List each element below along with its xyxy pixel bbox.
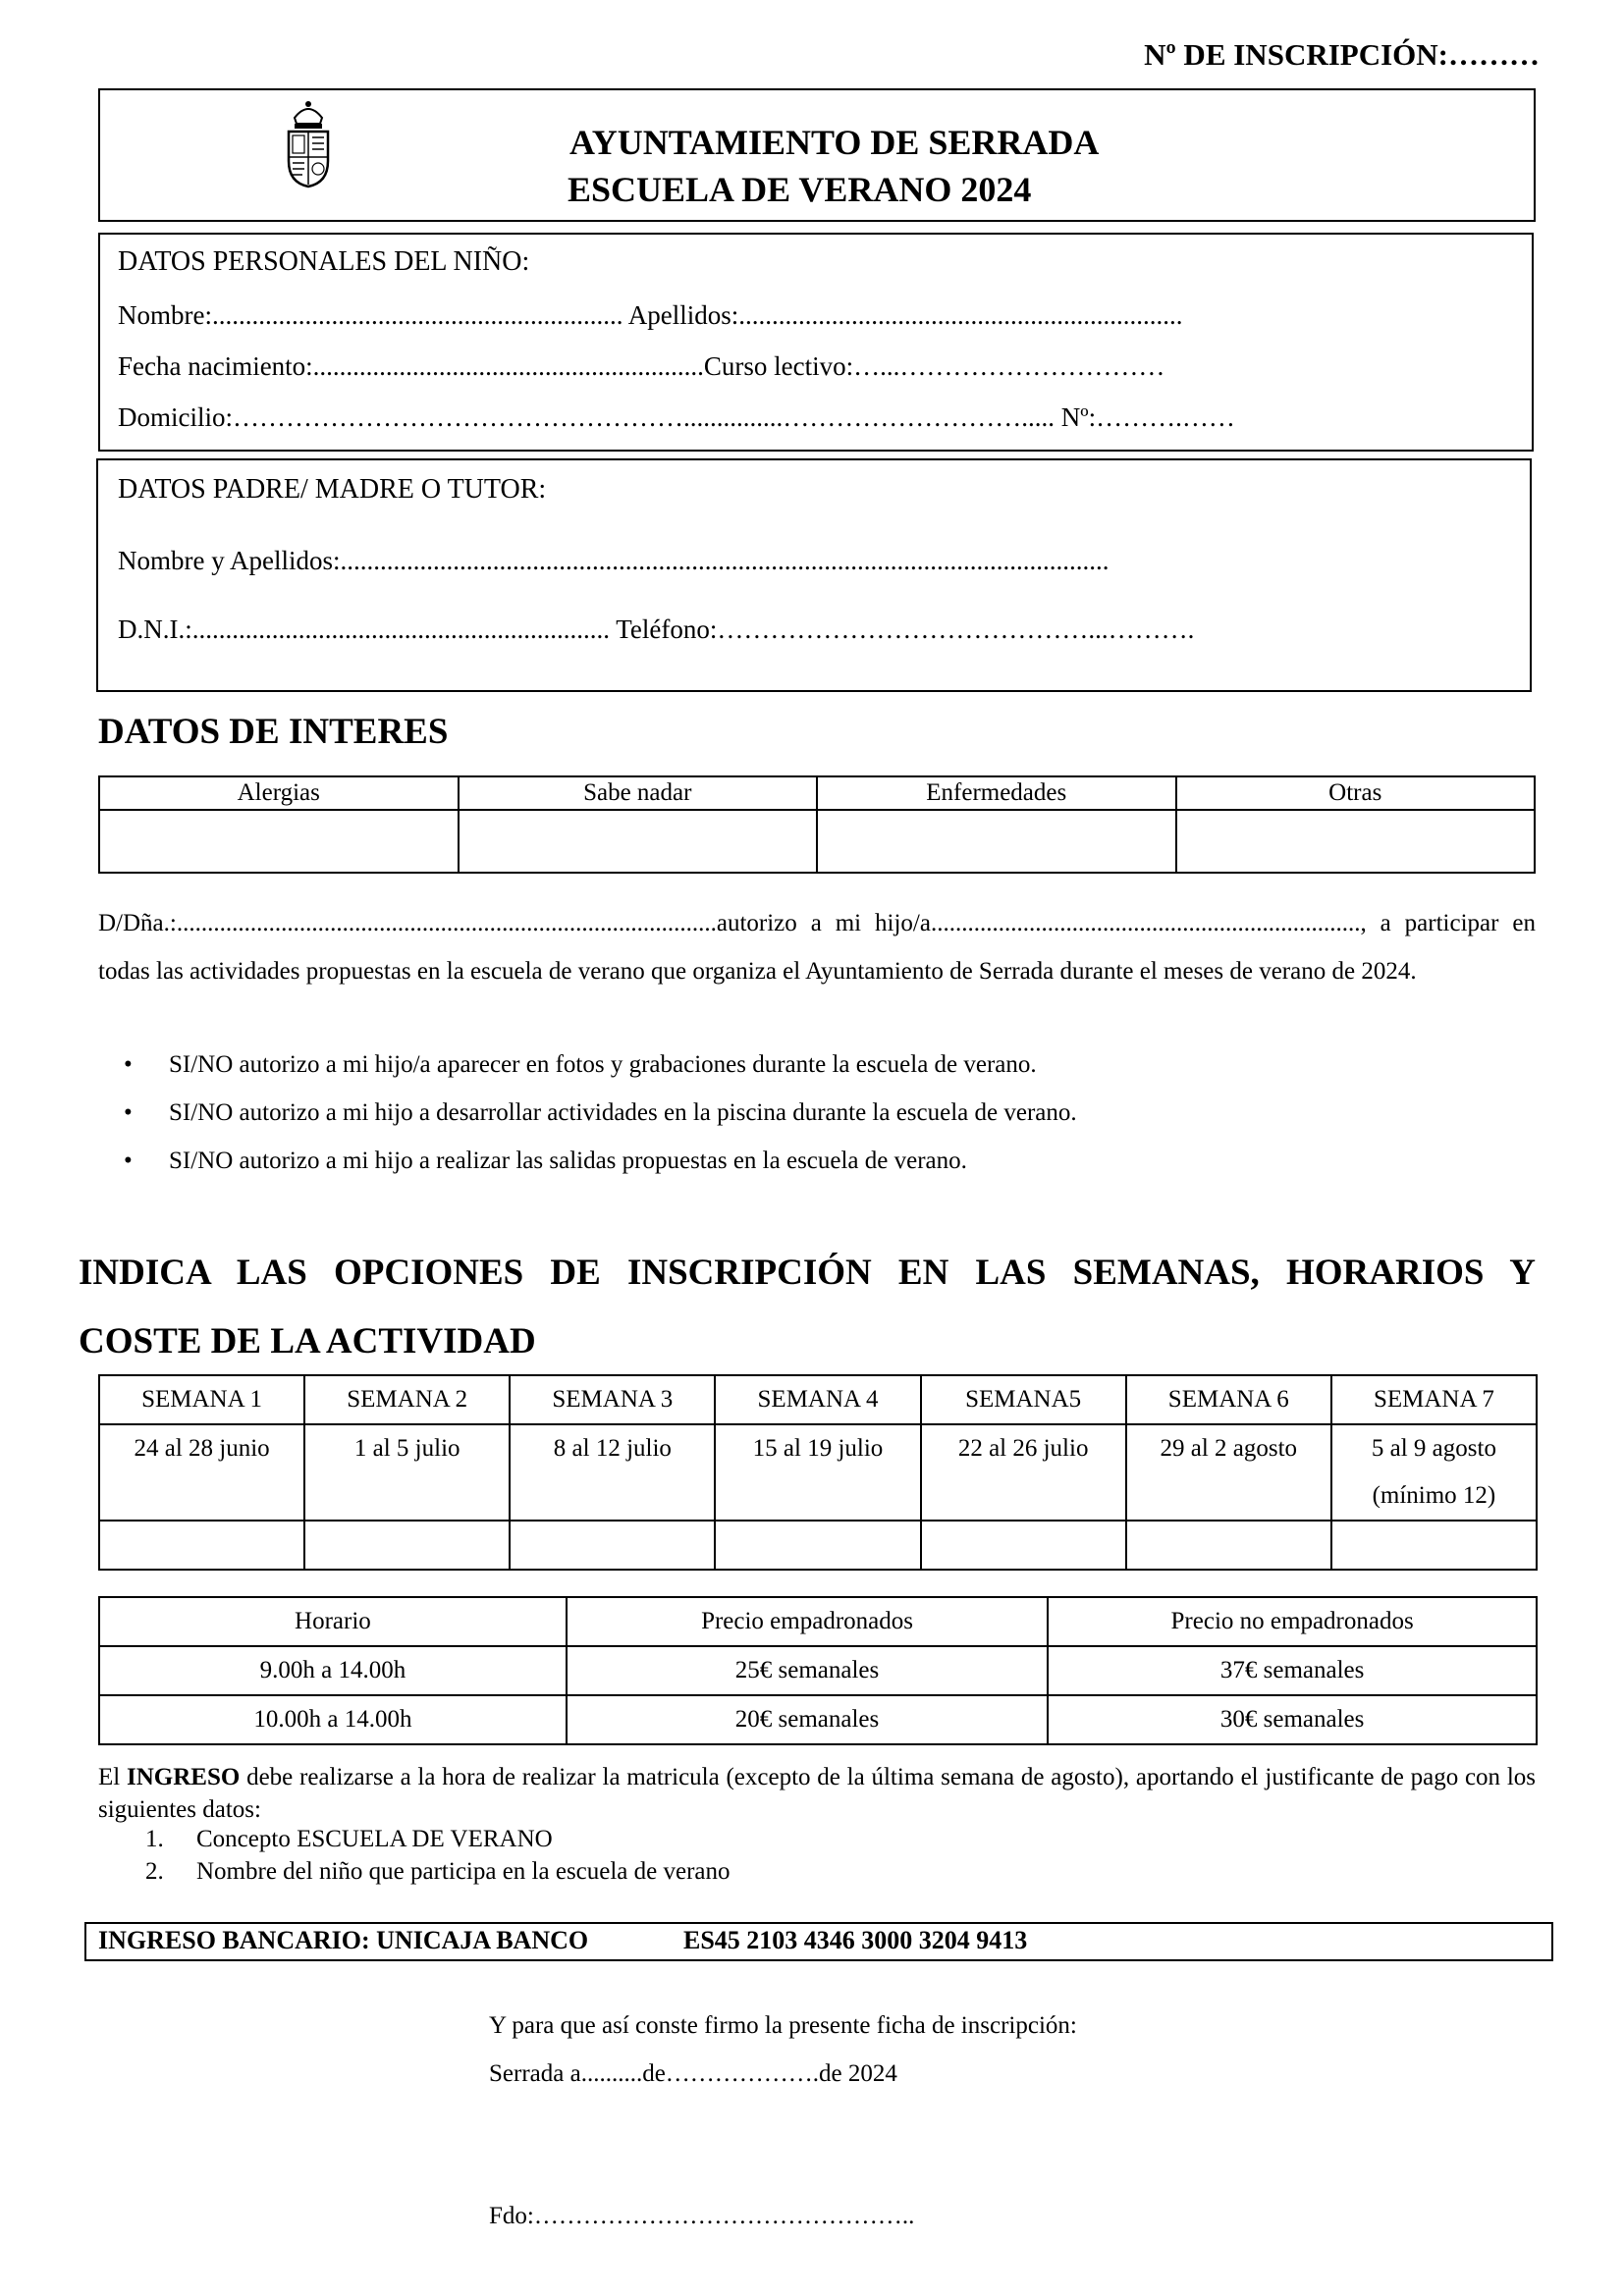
- payment-item-num: 1.: [145, 1826, 164, 1852]
- interest-title: DATOS DE INTERES: [98, 712, 449, 752]
- interest-header: Sabe nadar: [459, 776, 818, 810]
- header-title: AYUNTAMIENTO DE SERRADA: [569, 123, 1100, 162]
- parent-dni-phone-field[interactable]: D.N.I.:............................................................... Teléfono:……………………………………...……….: [118, 614, 1195, 644]
- week-dates: 24 al 28 junio: [99, 1424, 304, 1521]
- payment-item-num: 2.: [145, 1858, 164, 1885]
- week-select-cell[interactable]: [715, 1521, 920, 1570]
- week-select-cell[interactable]: [1331, 1521, 1537, 1570]
- week-header: SEMANA 3: [510, 1375, 715, 1424]
- payment-item-text: Concepto ESCUELA DE VERANO: [196, 1826, 553, 1852]
- bank-label: INGRESO BANCARIO: UNICAJA BANCO: [98, 1926, 589, 1954]
- payment-prefix: El: [98, 1764, 127, 1790]
- child-birth-course-field[interactable]: Fecha nacimiento:...........................................................Curso lectivo:…...…………………………: [118, 351, 1165, 381]
- bullet-item: [124, 1099, 1077, 1127]
- schedule-table: [98, 1596, 1538, 1745]
- payment-item-text: Nombre del niño que participa en la escuela de verano: [196, 1858, 731, 1885]
- payment-keyword: INGRESO: [127, 1764, 241, 1790]
- schedule-cell: 20€ semanales: [567, 1695, 1048, 1744]
- child-name-field[interactable]: Nombre:.............................................................. Apellidos:...................................................................: [118, 300, 1183, 330]
- week-7-note: (mínimo 12): [1372, 1482, 1496, 1509]
- week-dates: 8 al 12 julio: [510, 1424, 715, 1521]
- payment-instructions: [98, 1761, 1536, 1826]
- week-select-cell[interactable]: [921, 1521, 1126, 1570]
- interest-header: Otras: [1176, 776, 1536, 810]
- schedule-cell: 25€ semanales: [567, 1646, 1048, 1695]
- bullet-text: SI/NO autorizo a mi hijo/a aparecer en fotos y grabaciones durante la escuela de verano.: [169, 1051, 1037, 1078]
- week-dates: 22 al 26 julio: [921, 1424, 1126, 1521]
- interest-cell-allergies[interactable]: [99, 810, 459, 873]
- week-header: SEMANA 1: [99, 1375, 304, 1424]
- week-header: SEMANA 7: [1331, 1375, 1537, 1424]
- week-dates: 29 al 2 agosto: [1126, 1424, 1331, 1521]
- bullet-icon: •: [124, 1051, 133, 1078]
- week-header: SEMANA 6: [1126, 1375, 1331, 1424]
- interest-cell-swim[interactable]: [459, 810, 818, 873]
- week-dates: 15 al 19 julio: [715, 1424, 920, 1521]
- week-select-cell[interactable]: [510, 1521, 715, 1570]
- coat-of-arms-icon: [281, 96, 336, 190]
- weeks-table: [98, 1374, 1538, 1571]
- payment-text: debe realizarse a la hora de realizar la matricula (excepto de la última semana de agosto), aportando el justificante de pago con los siguientes datos:: [98, 1764, 1537, 1823]
- bullet-item: [124, 1051, 1037, 1079]
- bullet-text: SI/NO autorizo a mi hijo a desarrollar actividades en la piscina durante la escuela de verano.: [169, 1099, 1077, 1126]
- parent-data-heading: DATOS PADRE/ MADRE O TUTOR:: [118, 474, 547, 505]
- schedule-cell: 9.00h a 14.00h: [99, 1646, 567, 1695]
- week-select-cell[interactable]: [99, 1521, 304, 1570]
- week-7-dates: 5 al 9 agosto: [1371, 1435, 1496, 1462]
- week-select-cell[interactable]: [304, 1521, 510, 1570]
- week-select-cell[interactable]: [1126, 1521, 1331, 1570]
- child-data-heading: DATOS PERSONALES DEL NIÑO:: [118, 246, 530, 277]
- interest-header: Enfermedades: [817, 776, 1176, 810]
- bullet-text: SI/NO autorizo a mi hijo a realizar las salidas propuestas en la escuela de verano.: [169, 1148, 967, 1174]
- options-title-line2: COSTE DE LA ACTIVIDAD: [79, 1321, 536, 1362]
- options-title-line1: INDICA LAS OPCIONES DE INSCRIPCIÓN EN LAS SEMANAS, HORARIOS Y: [79, 1253, 1536, 1293]
- week-dates: 1 al 5 julio: [304, 1424, 510, 1521]
- interest-cell-diseases[interactable]: [817, 810, 1176, 873]
- schedule-cell: 10.00h a 14.00h: [99, 1695, 567, 1744]
- child-address-field[interactable]: Domicilio:……………………………………………...............………………………..... Nº:……….……: [118, 402, 1235, 432]
- week-dates: [1331, 1424, 1537, 1521]
- schedule-cell: 30€ semanales: [1048, 1695, 1537, 1744]
- interest-cell-other[interactable]: [1176, 810, 1536, 873]
- interest-header: Alergias: [99, 776, 459, 810]
- signature-field[interactable]: Fdo:………………………………………..: [489, 2203, 915, 2229]
- bullet-icon: •: [124, 1148, 133, 1174]
- bank-iban: ES45 2103 4346 3000 3204 9413: [683, 1926, 1028, 1954]
- schedule-cell: 37€ semanales: [1048, 1646, 1537, 1695]
- bullet-icon: •: [124, 1099, 133, 1126]
- schedule-header: Precio no empadronados: [1048, 1597, 1537, 1646]
- week-header: SEMANA 4: [715, 1375, 920, 1424]
- header-subtitle: ESCUELA DE VERANO 2024: [568, 170, 1032, 209]
- authorization-text: D/Dña.:........................................................................................autorizo a mi hijo/a......................................................................, a participar en todas las actividades propuestas en la escuela de verano que organiza el Ayuntamiento de Serrada durante el meses de verano de 2024.: [98, 910, 1536, 985]
- interest-table: [98, 775, 1536, 874]
- week-header: SEMANA5: [921, 1375, 1126, 1424]
- week-header: SEMANA 2: [304, 1375, 510, 1424]
- bullet-item: [124, 1148, 967, 1175]
- schedule-header: Precio empadronados: [567, 1597, 1048, 1646]
- signature-date-field[interactable]: Serrada a..........de……………….de 2024: [489, 2060, 897, 2087]
- parent-name-field[interactable]: Nombre y Apellidos:....................................................................................................................: [118, 546, 1110, 575]
- schedule-header: Horario: [99, 1597, 567, 1646]
- signature-statement: Y para que así conste firmo la presente ficha de inscripción:: [489, 2012, 1077, 2039]
- registration-number-label: Nº DE INSCRIPCIÓN:………: [1144, 37, 1540, 72]
